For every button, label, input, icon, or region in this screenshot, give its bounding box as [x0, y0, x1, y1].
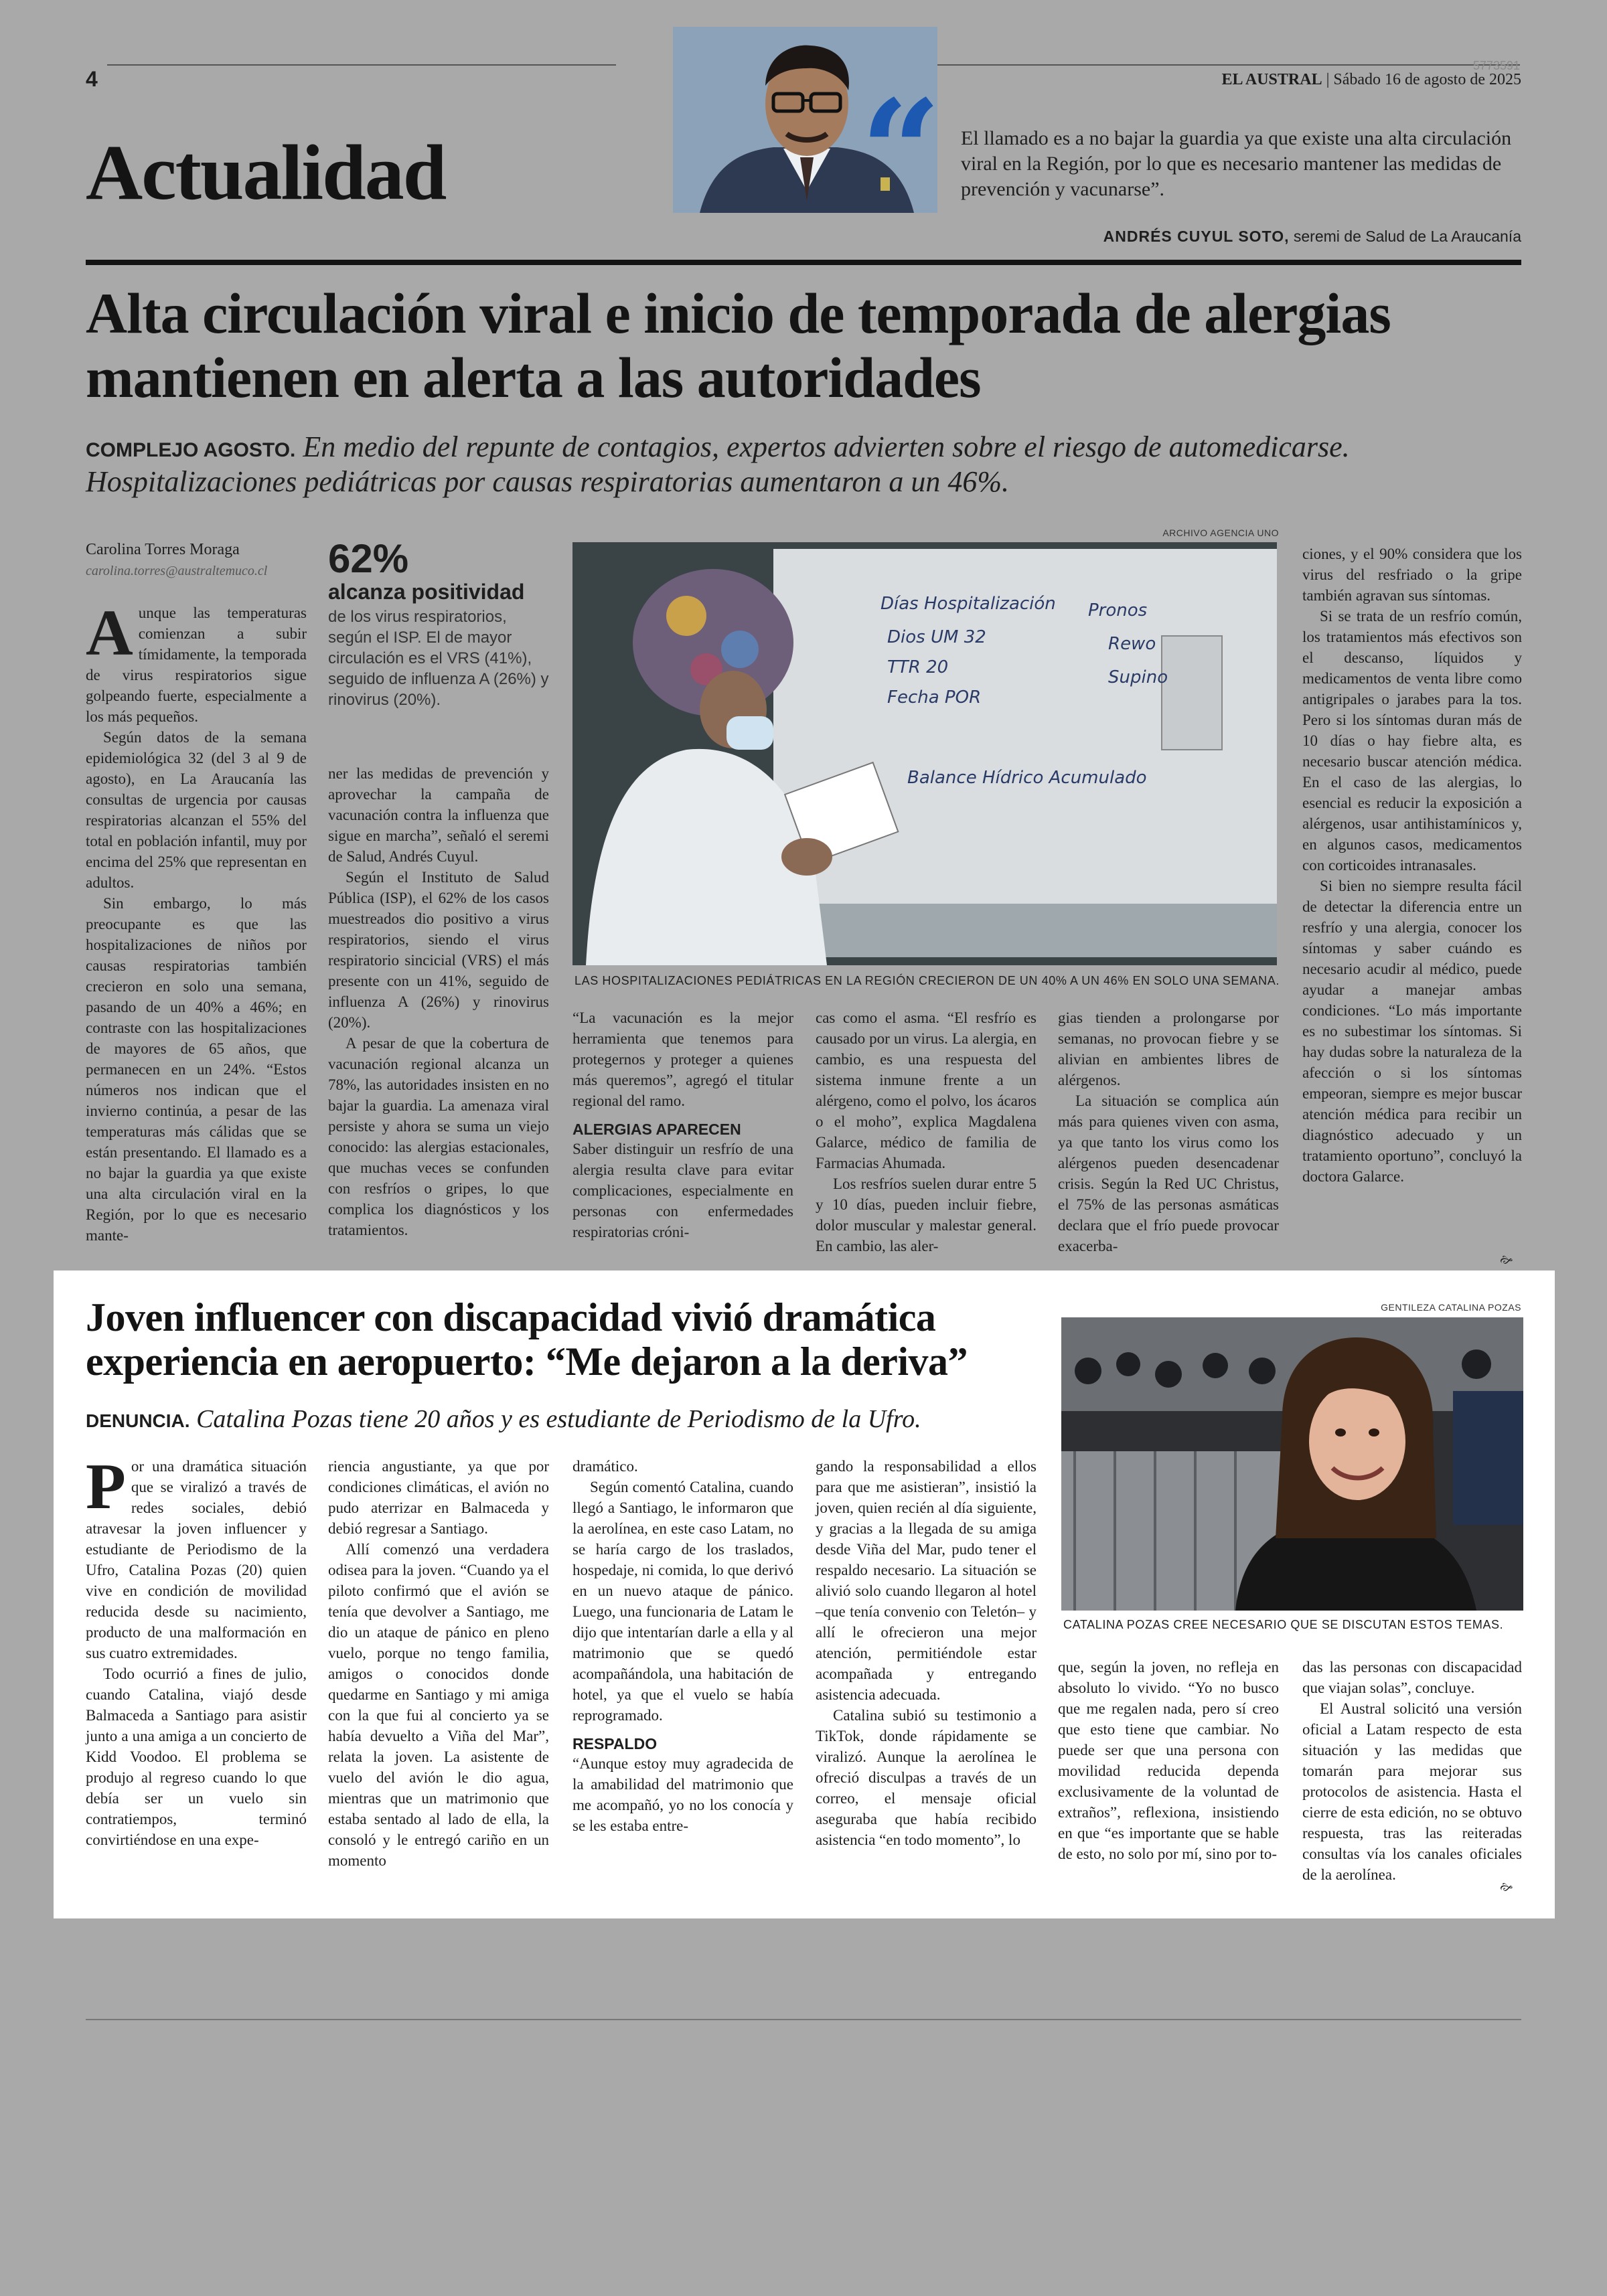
masthead-date: | Sábado 16 de agosto de 2025: [1326, 71, 1521, 88]
paragraph: Según comentó Catalina, cuando llegó a Santiago, le informaron que la aerolínea, en este caso Latam, no se haría cargo de los traslados, hospedaje, ni comida, lo que derivó en un nuevo ataque de pánico. Luego, una funcionaria de Latam le dijo que intentarían darle a ella y al matrimonio que se quedó acompañándola, una habitación de hotel, ya que el vuelo se había reprogramado.: [572, 1479, 793, 1724]
article1-lead: [86, 430, 1525, 499]
quote-author-role: seremi de Salud de La Araucanía: [1289, 228, 1521, 245]
paragraph: que, según la joven, no refleja en absoluto lo vivido. “Yo no busco que me regalen nada, pero sí creo que esto tiene que cambiar. No puede ser que una persona con movilidad reducida dependa exclusivamente de la voluntad de extraños”, reflexiona, insistiendo en que “es importante que se hable de esto, no solo por mí, sino por to-: [1058, 1659, 1279, 1862]
paragraph: “La vacunación es la mejor herramienta que tenemos para protegernos y proteger a quienes más queremos”, agregó el titular regional del ramo.: [572, 1009, 793, 1109]
header-rule-right: [937, 64, 1520, 66]
photo-credit: ARCHIVO AGENCIA UNO: [1162, 527, 1279, 538]
end-mark-icon: 🙚: [1500, 1252, 1513, 1268]
subhead-respaldo: RESPALDO: [572, 1735, 658, 1752]
page-code: 5773591: [1472, 59, 1520, 72]
section-title: Actualidad: [86, 129, 446, 216]
article2-lead-text: Catalina Pozas tiene 20 años y es estudiante de Periodismo de la Ufro.: [189, 1405, 921, 1433]
paragraph: gias tienden a prolongarse por semanas, no provocan fiebre y se alivian en ambientes libres de alérgenos.: [1058, 1009, 1279, 1088]
article1-column-6: [1302, 544, 1522, 1187]
paragraph: Allí comenzó una verdadera odisea para la joven. “Cuando ya el piloto confirmó que el avión se tenía que devolver a Santiago, me dio un ataque de pánico en pleno vuelo, porque no tengo familia, amigos o conocidos donde quedarme en Santiago y mi amiga con la que fui al concierto ya se había devuelto a Viña del Mar”, relata la joven. La asistente de vuelo del avión le dio agua, mientras que un matrimonio que estaba sentado al lado de ella, la consoló y le entregó cariño en un momento: [328, 1541, 549, 1869]
paragraph: dramático.: [572, 1458, 638, 1475]
paragraph: ciones, y el 90% considera que los virus del resfriado o la gripe también agravan sus síntomas.: [1302, 546, 1522, 604]
article1-headline: Alta circulación viral e inicio de temporada de alergias mantienen en alerta a las autoridades: [86, 281, 1391, 410]
whiteboard-line: Supino: [1108, 667, 1168, 687]
photo2-caption: CATALINA POZAS CREE NECESARIO QUE SE DISCUTAN ESTOS TEMAS.: [1063, 1618, 1504, 1631]
paragraph: Todo ocurrió a fines de julio, cuando Catalina, viajó desde Balmaceda a Santiago para asistir junto a una amiga a un concierto de Kidd Voodoo. El problema se produjo al regreso cuando lo que debía ser un vuelo sin contratiempos, terminó convirtiéndose en una expe-: [86, 1665, 307, 1848]
whiteboard-line: TTR 20: [887, 657, 949, 677]
stat-description: de los virus respiratorios, según el ISP. El de mayor circulación es el VRS (41%), seguido de influenza A (26%) y rinovirus (20%).: [328, 608, 549, 709]
article1-column-4: [816, 1007, 1037, 1256]
stat-value: 62%: [328, 536, 409, 581]
article2-column-1: [86, 1451, 307, 1850]
hospital-photo: [572, 542, 1277, 965]
paragraph: Si bien no siempre resulta fácil de detectar la diferencia entre un resfrío y una alergia, conocer los síntomas y saber cuándo es necesario acudir al médico, puede ayudar a manejar ambas condiciones. “Lo más importante es no subestimar los síntomas. Si hay dudas sobre la naturaleza de la afección o si los síntomas empeoran, siempre es mejor buscar atención médica para recibir un diagnóstico adecuado y un tratamiento oportuno”, concluyó la doctora Galarce.: [1302, 878, 1522, 1185]
article1-column-3: [572, 1007, 793, 1242]
paragraph: La situación se complica aún más para quienes viven con asma, ya que tanto los virus como los alérgenos pueden desencadenar crisis. Según la Red UC Christus, el 75% de las personas asmáticas declara que el frío puede provocar exacerba-: [1058, 1092, 1279, 1254]
article1-column-1: [86, 597, 307, 1246]
pull-quote: El llamado es a no bajar la guardia ya que existe una alta circulación viral en la Región, por lo que es necesario mantener las medidas de prevención y vacunarse”.: [961, 127, 1512, 200]
paragraph: A pesar de que la cobertura de vacunación regional alcanza un 78%, las autoridades insisten en no bajar la guardia. La amenaza viral persiste y ahora se suma un viejo conocido: las alergias estacionales, que muchas veces se confunden con resfríos o gripes, lo que complica los diagnósticos y los tratamientos.: [328, 1035, 549, 1238]
whiteboard-line: Días Hospitalización: [881, 594, 1056, 614]
article2-column-5: [1058, 1657, 1279, 1864]
paragraph: Según el Instituto de Salud Pública (ISP), el 62% de los casos muestreados dio positivo a virus respiratorios, siendo el virus respiratorio sincicial (VRS) el más presente con un 41%, seguido de influenza A (26%) y rinovirus (20%).: [328, 869, 549, 1031]
subhead-alergias: ALERGIAS APARECEN: [572, 1121, 741, 1138]
article2-column-2: [328, 1456, 549, 1871]
paragraph: Según datos de la semana epidemiológica 32 (del 3 al 9 de agosto), en La Araucanía las consultas de urgencia por causas respiratorias alcanzan el 55% del total en población infantil, muy por encima del 25% que representan en adultos.: [86, 729, 307, 891]
paragraph: Los resfríos suelen durar entre 5 y 10 días, pueden incluir fiebre, dolor muscular y malestar general. En cambio, las aler-: [816, 1175, 1037, 1254]
byline: Carolina Torres Moraga: [86, 541, 240, 558]
article2-lead-tag: DENUNCIA.: [86, 1410, 190, 1431]
dropcap-a: A: [86, 597, 133, 669]
article2-lead: [86, 1404, 1090, 1434]
author-email[interactable]: carolina.torres@australtemuco.cl: [86, 564, 268, 578]
header-rule-left: [107, 64, 616, 66]
article1-lead-text: En medio del repunte de contagios, expertos advierten sobre el riesgo de automedicarse. Hospitalizaciones pediátricas por causas respiratorias aumentaron a un 46%.: [86, 430, 1350, 498]
paragraph: gando la responsabilidad a ellos para que me asistieran”, insistió la joven, quien recién al día siguiente, y gracias a la llegada de su amiga desde Viña del Mar, pudo tener el respaldo necesario. La situación se alivió solo cuando llegaron al hotel –que tenía convenio con Teletón– y allí le ofrecieron una mejor atención, permitiéndole estar acompañada y entregando asistencia adecuada.: [816, 1458, 1037, 1703]
whiteboard-line: Rewo: [1108, 634, 1156, 654]
paragraph: Si se trata de un resfrío común, los tratamientos más efectivos son el descanso, líquidos y medicamentos de venta libre como antigripales o jarabes para la tos. Pero si los síntomas duran más de 10 días o hay fiebre alta, es necesario buscar atención médica. En el caso de las alergias, lo esencial es reducir la exposición a alérgenos, usar antihistamínicos y, en algunos casos, medicamentos con corticoides intranasales.: [1302, 608, 1522, 874]
article2-column-3: [572, 1456, 793, 1836]
quote-mark-icon: “: [860, 69, 941, 234]
footer-rule: [86, 2019, 1521, 2020]
whiteboard-line: Balance Hídrico Acumulado: [907, 768, 1147, 788]
photo-caption: LAS HOSPITALIZACIONES PEDIÁTRICAS EN LA REGIÓN CRECIERON DE UN 40% A UN 46% EN SOLO UNA SEMANA.: [575, 974, 1280, 987]
paragraph: das las personas con discapacidad que viajan solas”, concluye.: [1302, 1659, 1522, 1696]
paragraph: unque las temperaturas comienzan a subir tímidamente, la temporada de virus respiratorios sigue golpeando fuerte, especialmente a los más pequeños.: [86, 604, 307, 725]
stat-label: alcanza positividad: [328, 580, 525, 604]
article2-headline: Joven influencer con discapacidad vivió dramática experiencia en aeropuerto: “Me dejaron a la deriva”: [86, 1295, 968, 1384]
quote-author: [1103, 228, 1521, 246]
paragraph: or una dramática situación que se viralizó a través de redes sociales, debió atravesar la joven influencer y estudiante de Periodismo de la Ufro, Catalina Pozas (20) quien vive en condición de movilidad reducida desde su nacimiento, producto de una malformación en sus cuatro extremidades.: [86, 1458, 307, 1661]
paragraph: ner las medidas de prevención y aprovechar la campaña de vacunación contra la influenza que sigue en marcha”, señaló el seremi de Salud, Andrés Cuyul.: [328, 765, 549, 865]
quote-author-name: ANDRÉS CUYUL SOTO,: [1103, 228, 1290, 245]
whiteboard-line: Dios UM 32: [887, 627, 986, 647]
page-number: 4: [86, 67, 98, 91]
paragraph: Sin embargo, lo más preocupante es que las hospitalizaciones de niños por causas respiratorias también crecieron en solo una semana, pasando de un 40% a 46%; en contraste con las hospitalizaciones de mayores de 65 años, que permanecen en un 24%. “Estos números nos indican que el invierno continúa, a pesar de las temperaturas más cálidas que se están presentando. El llamado es a no bajar la guardia ya que existe una alta circulación viral en la Región, por lo que es necesario mante-: [86, 895, 307, 1244]
article1-column-2: [328, 763, 549, 1240]
catalina-photo: [1061, 1317, 1523, 1611]
paragraph: Saber distinguir un resfrío de una alergia resulta clave para evitar complicaciones, especialmente en personas con enfermedades respiratorias cróni-: [572, 1141, 793, 1240]
dropcap-p: P: [86, 1451, 126, 1523]
photo2-credit: GENTILEZA CATALINA POZAS: [1381, 1302, 1521, 1313]
whiteboard-line: Pronos: [1088, 600, 1148, 621]
masthead: [1222, 71, 1521, 89]
end-mark-icon: 🙚: [1500, 1879, 1513, 1895]
article2-column-4: [816, 1456, 1037, 1850]
article1-column-5: [1058, 1007, 1279, 1256]
paragraph: cas como el asma. “El resfrío es causado por un virus. La alergia, en cambio, es una respuesta del sistema inmune frente a un alérgeno, como el polvo, los ácaros o el moho”, explica Magdalena Galarce, médico de familia de Farmacias Ahumada.: [816, 1009, 1037, 1171]
masthead-brand: EL AUSTRAL: [1221, 71, 1322, 88]
section-divider: [86, 260, 1521, 265]
paragraph: riencia angustiante, ya que por condiciones climáticas, el avión no pudo aterrizar en Balmaceda y debió regresar a Santiago.: [328, 1458, 549, 1537]
paragraph: “Aunque estoy muy agradecida de la amabilidad del matrimonio que me acompañó, yo no los conocía y se les estaba entre-: [572, 1755, 793, 1834]
whiteboard-line: Fecha POR: [887, 687, 982, 708]
article1-lead-tag: COMPLEJO AGOSTO.: [86, 439, 296, 461]
paragraph: El Austral solicitó una versión oficial a Latam respecto de esta situación y las medidas que tomarán para mejorar sus protocolos de asistencia. Hasta el cierre de esta edición, no se obtuvo respuesta, tras las reiteradas consultas vía los canales oficiales de la aerolínea.: [1302, 1700, 1522, 1883]
article2-column-6: [1302, 1657, 1522, 1885]
paragraph: Catalina subió su testimonio a TikTok, donde rápidamente se viralizó. Aunque la aerolínea le ofreció disculpas a través de un correo, el mensaje oficial aseguraba que había recibido asistencia “en todo momento”, lo: [816, 1707, 1037, 1848]
